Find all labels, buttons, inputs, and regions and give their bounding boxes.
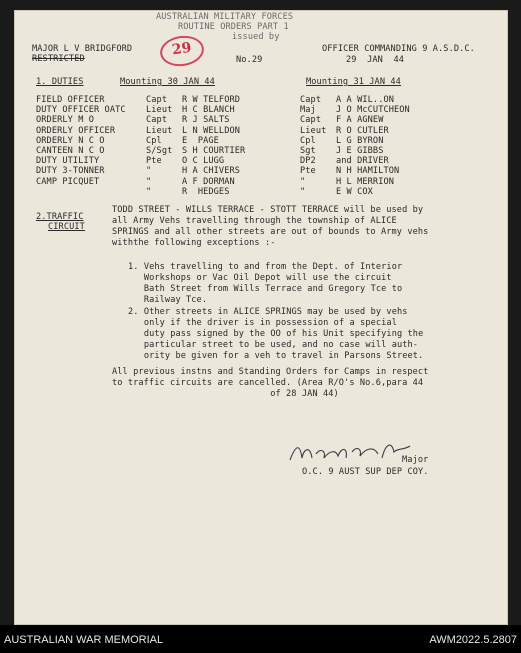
traffic-line: SPRINGS and all other streets are out of bounds to Army vehs [112, 227, 429, 237]
traffic-line: to traffic circuits are cancelled. (Area R/O's No.6,para 44 [112, 378, 424, 388]
duty-cell-r2: " [300, 176, 306, 187]
duty-cell-role: ORDERLY N C O [36, 135, 105, 146]
signature-unit: O.C. 9 AUST SUP DEP COY. [302, 467, 429, 477]
duty-cell-r1: Lieut [146, 125, 173, 136]
duty-cell-r2: Sgt [300, 146, 316, 156]
duty-cell-n1: R HEDGES [182, 186, 230, 197]
officer-commanding: OFFICER COMMANDING 9 A.S.D.C. [322, 44, 475, 54]
traffic-line: TODD STREET - WILLS TERRACE - STOTT TERRACE will be used by [112, 205, 424, 215]
duty-cell-role: DUTY 3-TONNER [36, 166, 105, 177]
duty-cell-n2: J O McCUTCHEON [336, 105, 410, 116]
duty-cell-role: DUTY UTILITY [36, 156, 100, 167]
duty-cell-n2: L G BYRON [336, 135, 384, 146]
author-line: MAJOR L V BRIDGFORD [32, 44, 133, 54]
duty-cell-n2: E W COX [336, 186, 373, 197]
footer-right: AWM2022.5.2807 [429, 634, 517, 646]
duty-cell-r1: Capt [146, 95, 168, 105]
duty-cell-r1: S/Sgt [146, 146, 173, 156]
duty-cell-n2: and DRIVER [336, 156, 389, 167]
duty-cell-n1: R J SALTS [182, 115, 230, 126]
traffic-line: 2. Other streets in ALICE SPRINGS may be used by vehs [128, 307, 408, 317]
duty-cell-n1: E PAGE [182, 135, 219, 146]
traffic-heading-2: CIRCUIT [48, 222, 85, 232]
restricted-label: RESTRICTED [32, 54, 85, 64]
footer-left: AUSTRALIAN WAR MEMORIAL [4, 634, 164, 646]
duty-cell-n2: J E GIBBS [336, 146, 384, 156]
duty-cell-r2: Lieut [300, 125, 327, 136]
duty-cell-r2: Capt [300, 95, 322, 105]
duty-cell-n2: R O CUTLER [336, 125, 389, 136]
duty-cell-r2: DP2 [300, 156, 316, 167]
signature-rank: Major [402, 455, 429, 465]
duty-cell-n1: S H COURTIER [182, 146, 246, 156]
stamp-mark: 29 [170, 39, 193, 59]
traffic-line: Railway Tce. [128, 295, 208, 305]
traffic-line: 1. Vehs travelling to and from the Dept. of Interior [128, 262, 403, 272]
issued-by: issued by [232, 32, 280, 42]
traffic-line: all Army Vehs travelling through the township of ALICE [112, 216, 397, 226]
duty-cell-n1: H A CHIVERS [182, 166, 241, 177]
order-date: 29 JAN 44 [346, 55, 405, 65]
duty-cell-r2: Cpl [300, 135, 316, 146]
duty-cell-n2: H L MERRION [336, 176, 395, 187]
signature [286, 440, 416, 470]
duty-cell-role: DUTY OFFICER OATC [36, 105, 126, 116]
handwritten-signature [286, 440, 416, 466]
duty-cell-role: ORDERLY OFFICER [36, 125, 116, 136]
duty-cell-r1: Pte [146, 156, 162, 167]
traffic-line: of 28 JAN 44) [112, 389, 339, 399]
traffic-line: All previous instns and Standing Orders for Camps in respect [112, 367, 429, 377]
duties-heading: 1. DUTIES [36, 77, 84, 87]
duty-cell-r1: " [146, 176, 152, 187]
duty-cell-role: ORDERLY M O [36, 115, 95, 126]
title-line-2: ROUTINE ORDERS PART 1 [178, 22, 289, 32]
duty-cell-r1: Cpl [146, 135, 162, 146]
duty-cell-r1: Capt [146, 115, 168, 126]
duty-cell-n1: R W TELFORD [182, 95, 241, 105]
duty-cell-r1: " [146, 166, 152, 177]
title-line-1: AUSTRALIAN MILITARY FORCES [156, 12, 294, 22]
traffic-line: duty pass signed by the OO of his Unit specifying the [128, 329, 424, 339]
duty-cell-n1: H C BLANCH [182, 105, 235, 116]
duty-cell-r2: Pte [300, 166, 316, 177]
traffic-line: ority be given for a veh to travel in Parsons Street. [128, 351, 424, 361]
duty-cell-n2: N H HAMILTON [336, 166, 400, 177]
duty-cell-role: FIELD OFFICER [36, 95, 105, 105]
duty-cell-r2: " [300, 186, 306, 197]
duty-cell-r2: Capt [300, 115, 322, 126]
order-number: No.29 [236, 55, 263, 65]
duty-cell-n2: A A WIL..ON [336, 95, 395, 105]
traffic-line: particular street to be used, and no case will auth- [128, 340, 419, 350]
traffic-line: Workshops or Vac Oil Depot will use the circuit [128, 273, 392, 283]
duty-cell-n1: A F DORMAN [182, 176, 235, 187]
duty-cell-r1: Lieut [146, 105, 173, 116]
duty-cell-n1: L N WELLDON [182, 125, 241, 136]
duty-cell-r1: " [146, 186, 152, 197]
traffic-line: withthe following exceptions :- [112, 238, 276, 248]
duty-cell-role: CAMP PICQUET [36, 176, 100, 187]
traffic-heading-1: 2.TRAFFIC [36, 212, 84, 222]
duty-cell-n1: O C LUGG [182, 156, 225, 167]
duties-col2-heading: Mounting 31 JAN 44 [306, 77, 401, 87]
duties-col1-heading: Mounting 30 JAN 44 [120, 77, 215, 87]
duty-cell-r2: Maj [300, 105, 316, 116]
duty-cell-role: CANTEEN N C O [36, 146, 105, 156]
traffic-line: Bath Street from Wills Terrace and Gregory Tce to [128, 284, 403, 294]
footer-bar [0, 625, 521, 653]
traffic-line: only if the driver is in possession of a special [128, 318, 397, 328]
duty-cell-n2: F A AGNEW [336, 115, 384, 126]
